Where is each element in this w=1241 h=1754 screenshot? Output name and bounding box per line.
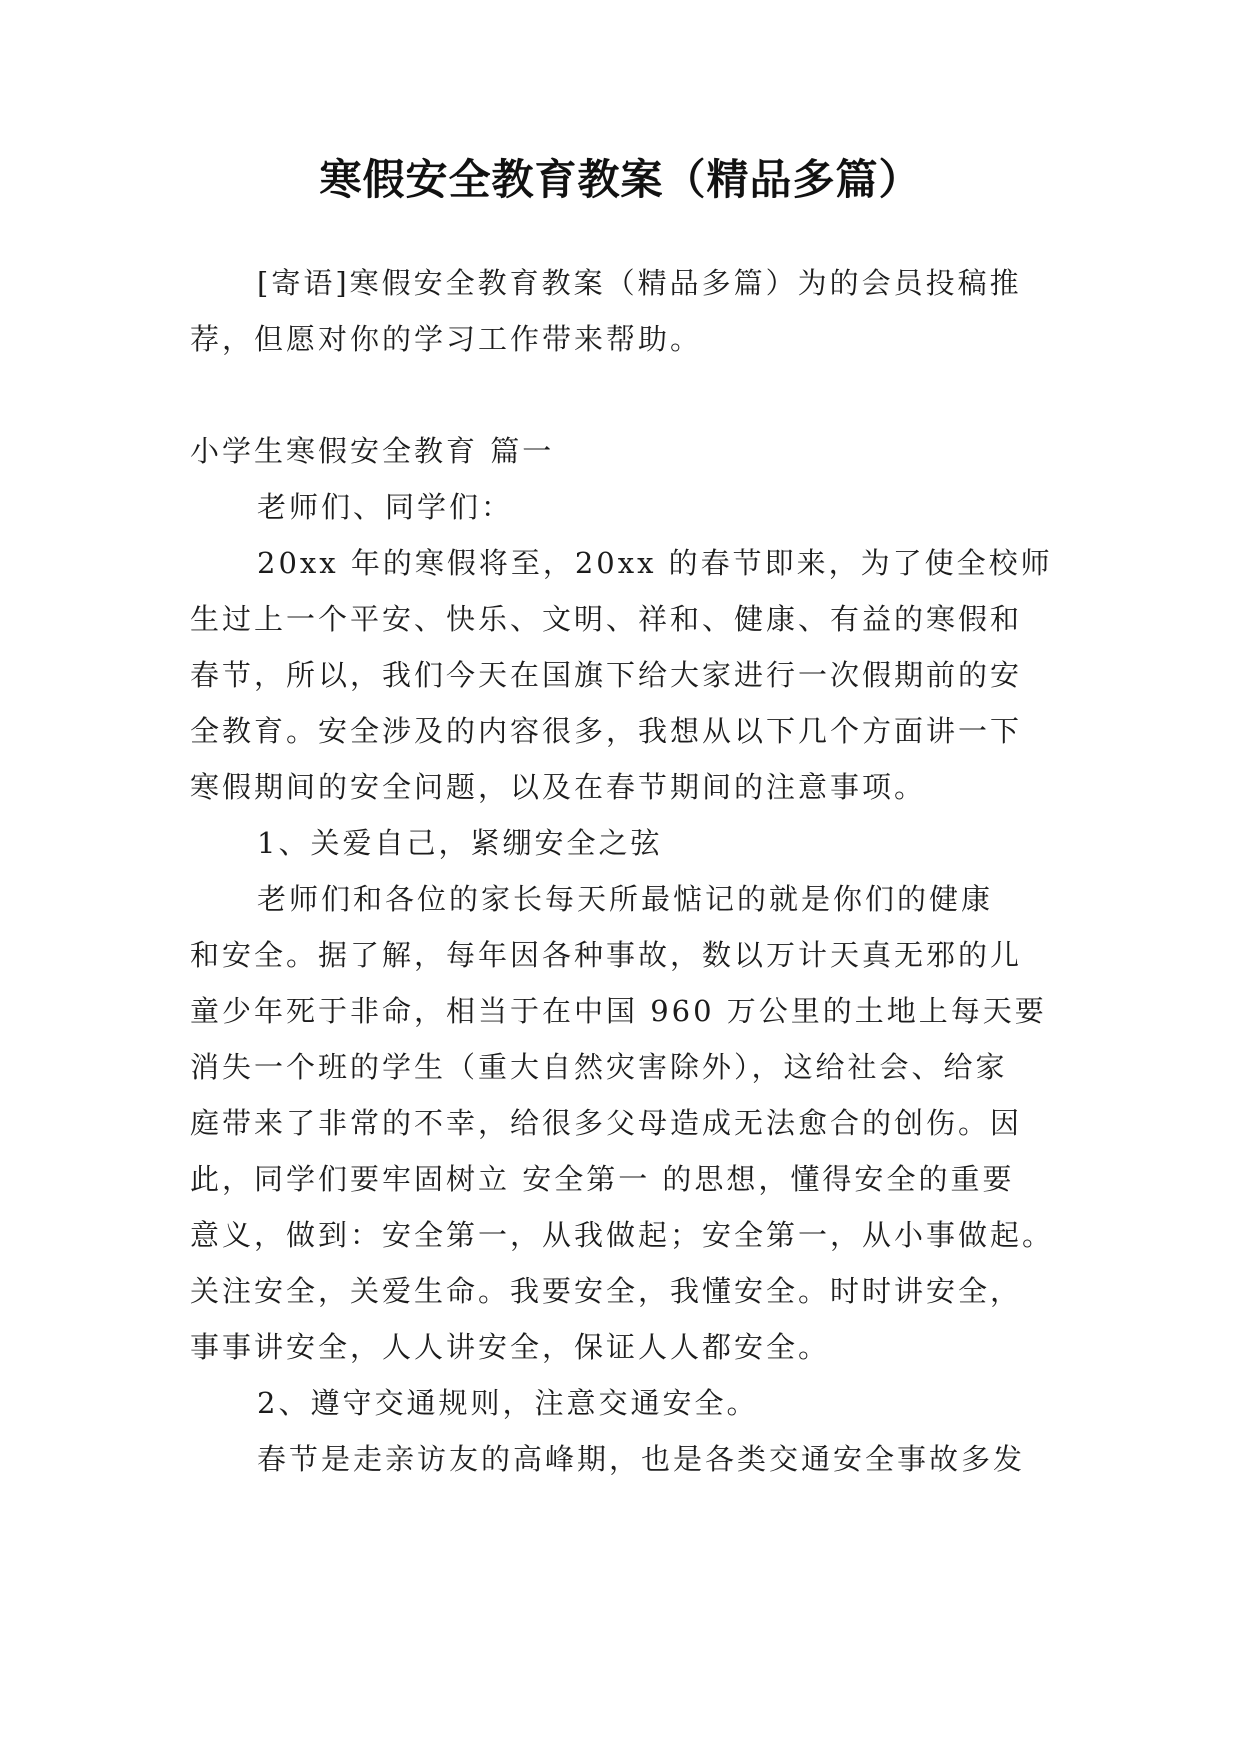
text-line: 春节，所以，我们今天在国旗下给大家进行一次假期前的安 xyxy=(190,658,1023,692)
text-line: 庭带来了非常的不幸，给很多父母造成无法愈合的创伤。因 xyxy=(190,1106,1023,1140)
text-line: 消失一个班的学生（重大自然灾害除外），这给社会、给家 xyxy=(190,1050,1008,1084)
text-line: 生过上一个平安、快乐、文明、祥和、健康、有益的寒假和 xyxy=(190,602,1023,636)
text-line: 春节是走亲访友的高峰期，也是各类交通安全事故多发 xyxy=(257,1442,1026,1476)
text-line: 关注安全，关爱生命。我要安全，我懂安全。时时讲安全， xyxy=(190,1274,1023,1308)
text-line: 寒假期间的安全问题，以及在春节期间的注意事项。 xyxy=(190,770,927,804)
text-line: 此，同学们要牢固树立 安全第一 的思想，懂得安全的重要 xyxy=(190,1162,1015,1196)
subsection-heading: 1、关爱自己，紧绷安全之弦 xyxy=(257,826,663,860)
text-line: 童少年死于非命，相当于在中国 960 万公里的土地上每天要 xyxy=(190,994,1047,1028)
text-line: 全教育。安全涉及的内容很多，我想从以下几个方面讲一下 xyxy=(190,714,1023,748)
text-line: 意义，做到：安全第一，从我做起；安全第一，从小事做起。 xyxy=(190,1218,1055,1252)
text-line: 老师们、同学们： xyxy=(257,490,514,524)
text-line: [寄语]寒假安全教育教案（精品多篇）为的会员投稿推 xyxy=(257,266,1022,300)
document-title: 寒假安全教育教案（精品多篇） xyxy=(319,155,922,204)
text-line: 荐，但愿对你的学习工作带来帮助。 xyxy=(190,322,703,356)
text-line: 事事讲安全，人人讲安全，保证人人都安全。 xyxy=(190,1330,831,1364)
text-line: 老师们和各位的家长每天所最惦记的就是你们的健康 xyxy=(257,882,994,916)
section-heading: 小学生寒假安全教育 篇一 xyxy=(190,434,555,468)
subsection-heading: 2、遵守交通规则，注意交通安全。 xyxy=(257,1386,759,1420)
text-line: 和安全。据了解，每年因各种事故，数以万计天真无邪的儿 xyxy=(190,938,1023,972)
text-line: 20xx 年的寒假将至，20xx 的春节即来，为了使全校师 xyxy=(257,546,1053,580)
